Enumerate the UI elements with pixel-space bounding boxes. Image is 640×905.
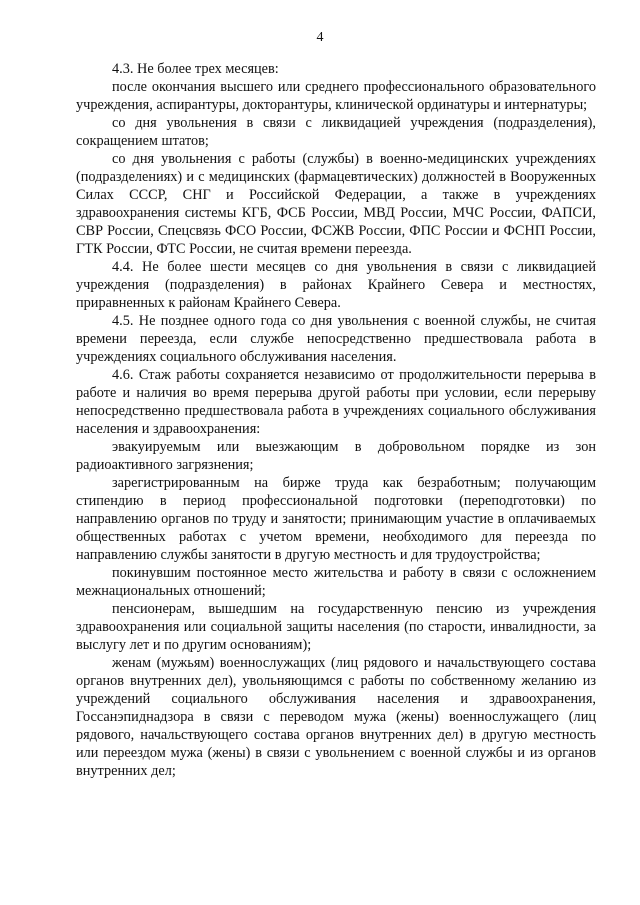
paragraph: 4.4. Не более шести месяцев со дня увольнения в связи с ликвидацией учреждения (подразделения) в районах Крайнего Севера и местностях, приравненных к районам Крайнего Севера. [76, 259, 596, 311]
paragraph: после окончания высшего или среднего профессионального образовательного учреждения, аспирантуры, докторантуры, клинической ординатуры и интернатуры; [76, 79, 596, 113]
paragraph: 4.5. Не позднее одного года со дня увольнения с военной службы, не считая времени переезда, если службе непосредственно предшествовала работа в учреждениях социального обслуживания населения. [76, 313, 596, 365]
paragraph: женам (мужьям) военнослужащих (лиц рядового и начальствующего состава органов внутренних дел), увольняющимся с работы по собственному желанию из учреждений социального обслуживания населения и здравоохранения, Госсанэпиднадзора в связи с переводом мужа (жены) военнослужащего (лиц рядового, начальствующего состава органов внутренних дел) в другую местность или переездом мужа (жены) в связи с увольнением с военной службы и из органов внутренних дел; [76, 655, 596, 779]
paragraph: зарегистрированным на бирже труда как безработным; получающим стипендию в период профессиональной подготовки (переподготовки) по направлению органов по труду и занятости; принимающим участие в оплачиваемых общественных работах с учетом времени, необходимого для переезда по направлению службы занятости в другую местность и для трудоустройства; [76, 475, 596, 563]
paragraph: 4.6. Стаж работы сохраняется независимо от продолжительности перерыва в работе и наличия во время перерыва другой работы при условии, если перерыву непосредственно предшествовала работа в учреждениях социального обслуживания населения и здравоохранения: [76, 367, 596, 437]
paragraph: покинувшим постоянное место жительства и работу в связи с осложнением межнациональных отношений; [76, 565, 596, 599]
paragraph: со дня увольнения в связи с ликвидацией учреждения (подразделения), сокращением штатов; [76, 115, 596, 149]
paragraph: 4.3. Не более трех месяцев: [112, 61, 279, 77]
page-number: 4 [316, 30, 324, 45]
paragraph: пенсионерам, вышедшим на государственную пенсию из учреждения здравоохранения или социальной защиты населения (по старости, инвалидности, за выслугу лет и по другим основаниям); [76, 601, 596, 653]
paragraph: со дня увольнения с работы (службы) в военно-медицинских учреждениях (подразделениях) и с медицинских (фармацевтических) должностей в Вооруженных Силах СССР, СНГ и Российской Федерации, а также в учреждениях здравоохранения системы КГБ, ФСБ России, МВД России, МЧС России, ФАПСИ, СВР России, Спецсвязь ФСО России, ФСЖВ России, ФПС России и ФСНП России, ГТК России, ФТС России, не считая времени переезда. [76, 151, 596, 257]
paragraph: эвакуируемым или выезжающим в добровольном порядке из зон радиоактивного загрязнения; [76, 439, 596, 473]
document-body [76, 60, 596, 780]
